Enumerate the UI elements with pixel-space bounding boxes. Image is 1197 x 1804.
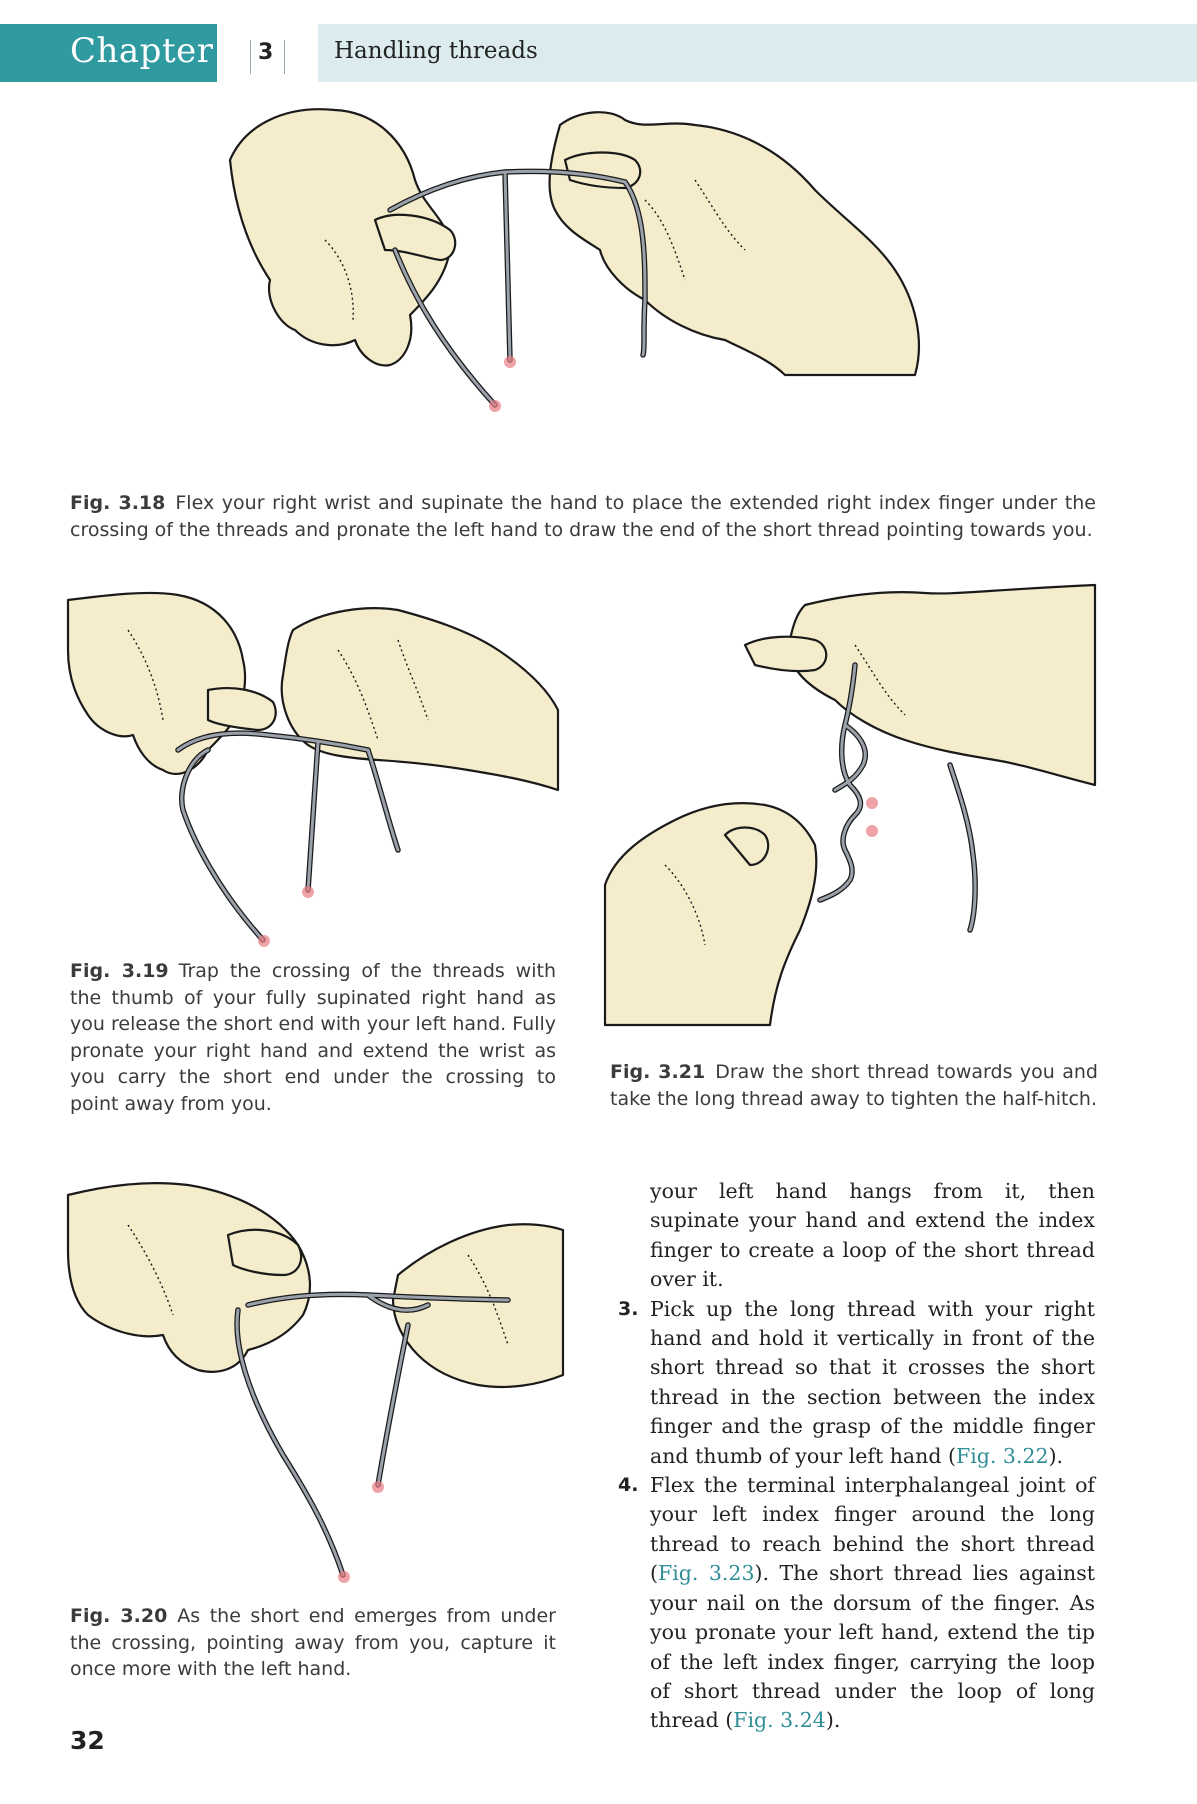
step-4 [618,1471,1095,1736]
step-text: Flex the terminal interphalangeal joint of your left index finger around the long thread to reach behind the short thread ( [650,1473,1095,1586]
chapter-number: 3 [258,40,274,65]
figure-reference-link[interactable]: Fig. 3.22 [955,1443,1049,1468]
step-number: 4. [618,1474,639,1497]
figure-label: Fig. 3.21 [610,1061,706,1083]
step-number: 3. [618,1297,639,1320]
figure-3-19-caption [70,958,556,1117]
caption-text: Draw the short thread towards you and take the long thread away to tighten the half-hitch. [610,1061,1098,1110]
figure-3-18-illustration [225,100,945,480]
chapter-word: Chapter [70,31,214,71]
caption-text: Flex your right wrist and supinate the hand to place the extended right index finger under the crossing of the threads and pronate the left hand to draw the end of the short thread pointing towards you. [70,492,1096,541]
figure-3-20-illustration [68,1175,563,1595]
page-number: 32 [70,1726,105,1755]
divider-right [284,40,285,74]
caption-text: Trap the crossing of the threads with the thumb of your fully supinated right hand as you release the short end with your left hand. Fully pronate your right hand and extend the wrist as you carry the short end under the crossing to point away from you. [70,960,556,1115]
step-text: Pick up the long thread with your right hand and hold it vertically in front of the short thread so that it crosses the short thread in the section between the index finger and the grasp of the middle finger and thumb of your left hand ( [650,1296,1095,1468]
figure-label: Fig. 3.19 [70,960,169,982]
figure-3-19-illustration [68,590,563,950]
figure-reference-link[interactable]: Fig. 3.24 [733,1708,826,1733]
step-3 [618,1295,1095,1471]
step-tail: ). [1048,1443,1064,1468]
step-text: ). The short thread lies against your nail on the dorsum of the finger. As you pronate your left hand, extend the tip of the left index finger, carrying the loop of short thread under the loop of long thread ( [650,1561,1095,1733]
continuation-paragraph: your left hand hangs from it, then supinate your hand and extend the index finger to create a loop of the short thread over it. [650,1179,1095,1292]
figure-3-20-caption [70,1603,556,1683]
figure-reference-link[interactable]: Fig. 3.23 [658,1561,755,1586]
body-text-column [618,1177,1095,1736]
step-tail: ). [825,1708,841,1733]
caption-text: As the short end emerges from under the crossing, pointing away from you, capture it once more with the left hand. [70,1605,556,1680]
figure-label: Fig. 3.20 [70,1605,168,1627]
figure-3-21-caption [610,1059,1098,1112]
running-title: Handling threads [334,38,538,64]
figure-3-21-illustration [605,585,1100,1045]
figure-label: Fig. 3.18 [70,492,166,514]
divider-left [250,40,251,74]
figure-3-18-caption [70,490,1096,543]
